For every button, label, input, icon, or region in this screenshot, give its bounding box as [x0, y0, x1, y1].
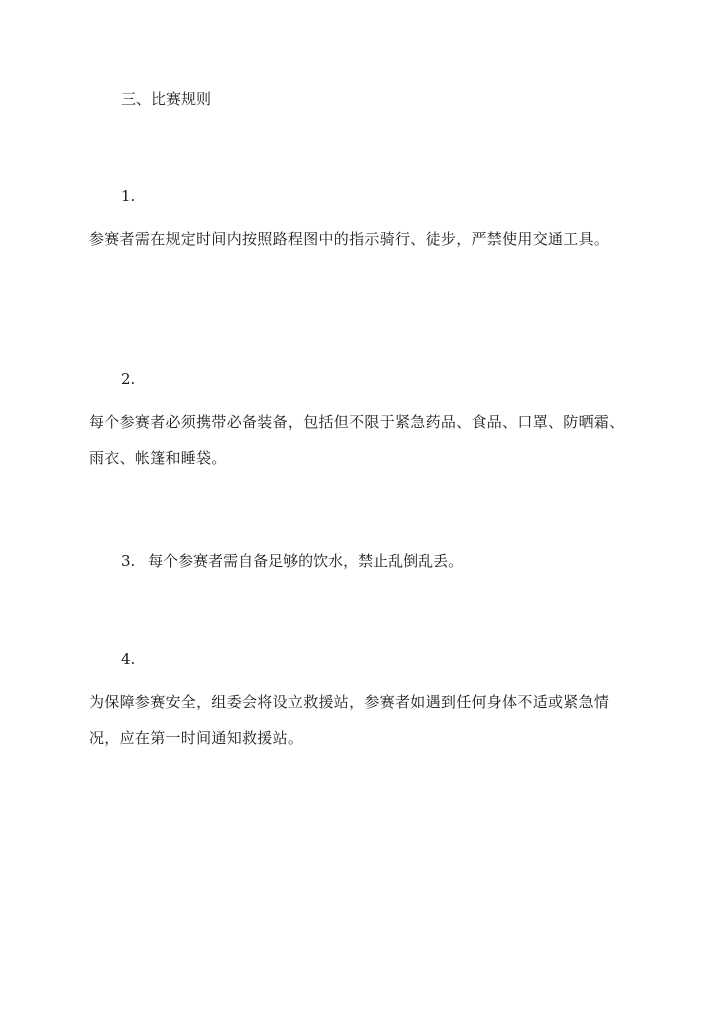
rule-number: 3.	[121, 552, 136, 570]
rule-text: 每个参赛者必须携带必备装备，包括但不限于紧急药品、食品、口罩、防晒霜、雨衣、帐篷和睡袋。	[89, 413, 625, 467]
rule-number: 2.	[121, 370, 136, 388]
rule-text: 每个参赛者需自备足够的饮水，禁止乱倒乱丢。	[148, 552, 464, 570]
rule-text: 参赛者需在规定时间内按照路程图中的指示骑行、徒步，严禁使用交通工具。	[89, 230, 610, 248]
rule-text: 为保障参赛安全，组委会将设立救援站，参赛者如遇到任何身体不适或紧急情况，应在第一时间通知救援站。	[89, 693, 610, 747]
rule-number: 1.	[121, 187, 136, 205]
section-heading: 三、比赛规则	[121, 90, 212, 108]
rule-item-inline	[121, 550, 463, 572]
rule-number: 4.	[121, 650, 136, 668]
